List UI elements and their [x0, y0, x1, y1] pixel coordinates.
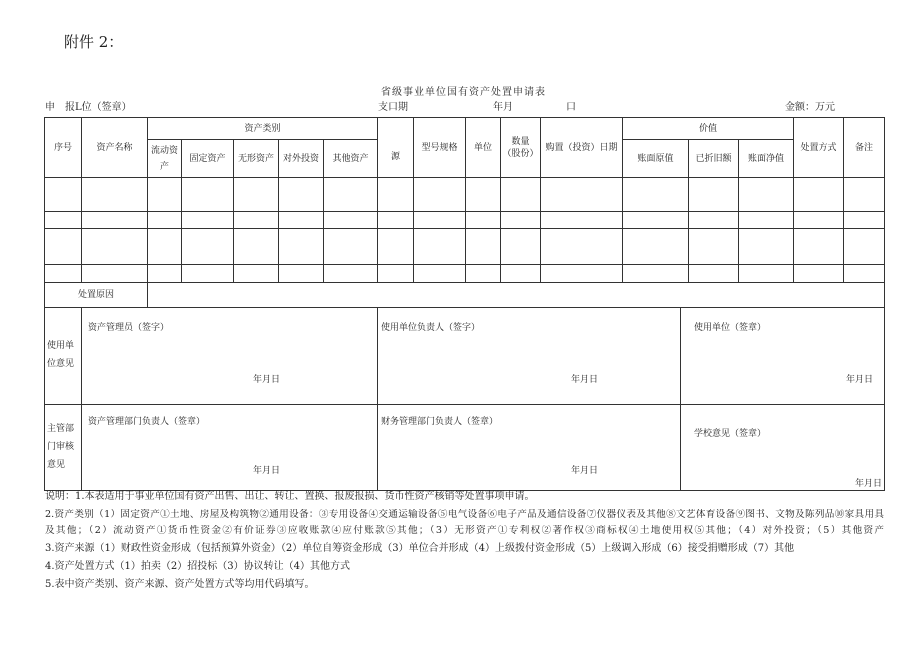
asset-cell [182, 178, 234, 212]
header-category-investment: 对外投资 [279, 140, 324, 178]
asset-cell [234, 229, 279, 265]
asset-row [45, 265, 885, 283]
asset-cell [689, 212, 739, 229]
asset-row [45, 178, 885, 212]
quantity-note: （股份） [502, 148, 539, 159]
asset-cell [623, 178, 689, 212]
asset-cell [279, 212, 324, 229]
header-value-net: 账面净值 [739, 140, 794, 178]
header-seq: 序号 [45, 118, 82, 178]
unit-seal-date: 年月日 [846, 375, 874, 385]
asset-cell [501, 212, 541, 229]
header-row-1 [45, 118, 885, 140]
asset-manager-cell [82, 307, 378, 404]
asset-cell [844, 265, 885, 283]
table-header [45, 118, 885, 178]
asset-cell [82, 178, 148, 212]
quantity-label: 数量 [511, 136, 530, 147]
header-value: 价值 [623, 118, 794, 140]
header-quantity [501, 118, 541, 178]
asset-cell [414, 178, 466, 212]
asset-cell [794, 265, 844, 283]
unit-head-cell [378, 307, 681, 404]
asset-cell [739, 265, 794, 283]
asset-cell [501, 265, 541, 283]
disposal-reason-field [148, 283, 885, 308]
asset-cell [466, 212, 501, 229]
header-category-intangible: 无形资产 [234, 140, 279, 178]
asset-cell [541, 229, 623, 265]
using-unit-opinion-label: 使用单位意见 [45, 307, 82, 404]
asset-cell [45, 178, 82, 212]
asset-cell [466, 178, 501, 212]
asset-cell [689, 265, 739, 283]
asset-cell [324, 229, 378, 265]
asset-cell [794, 229, 844, 265]
header-unit: 单位 [466, 118, 501, 178]
finance-dept-head-label: 财务管理部门负责人（签章） [381, 416, 499, 427]
asset-cell [414, 212, 466, 229]
asset-cell [844, 229, 885, 265]
asset-cell [689, 229, 739, 265]
header-asset-name: 资产名称 [82, 118, 148, 178]
unit-head-date: 年月日 [571, 375, 599, 385]
header-asset-category: 资产类别 [148, 118, 378, 140]
asset-cell [623, 229, 689, 265]
finance-dept-head-date: 年月日 [571, 465, 599, 476]
school-opinion-cell [681, 404, 885, 490]
unit-seal-label: 使用单位（签章） [694, 323, 767, 333]
asset-disposal-table [44, 117, 885, 308]
asset-dept-head-cell [82, 404, 378, 490]
asset-cell [148, 212, 182, 229]
note-line-3: 及其他；（2）流动资产①货币性资金②有价证券③应收账款④应付账款⑤其他；（3）无形资产①专利权②著作权③商标权④土地使用权⑤其他；（4）对外投资；（5）其他资产 [45, 525, 884, 536]
asset-cell [541, 212, 623, 229]
asset-cell [794, 178, 844, 212]
asset-cell [45, 265, 82, 283]
asset-cell [794, 212, 844, 229]
school-opinion-label: 学校意见（签章） [694, 428, 767, 439]
asset-cell [466, 265, 501, 283]
asset-cell [466, 229, 501, 265]
date-label: 支口期 [378, 102, 408, 113]
opinion-table [44, 307, 885, 491]
header-remarks: 备注 [844, 118, 885, 178]
asset-manager-date: 年月日 [253, 375, 281, 385]
header-value-depreciation: 已折旧额 [689, 140, 739, 178]
note-line-1: 说明：1.本表适用于事业单位国有资产出售、出让、转让、置换、报废报损、货币性资产核销等处置事项申请。 [45, 491, 535, 502]
note-line-4: 3.资产来源（1）财政性资金形成（包括预算外资金）（2）单位自筹资金形成（3）单位合并形成（4）上级拨付资金形成（5）上级调入形成（6）接受捐赠形成（7）其他 [45, 543, 795, 554]
asset-cell [234, 178, 279, 212]
unit-head-label: 使用单位负责人（签字） [381, 323, 481, 333]
asset-cell [234, 265, 279, 283]
asset-cell [182, 265, 234, 283]
asset-cell [739, 212, 794, 229]
header-category-fixed: 固定资产 [182, 140, 234, 178]
disposal-reason-section [45, 283, 885, 308]
day-label: 口 [566, 102, 576, 113]
asset-cell [541, 178, 623, 212]
disposal-reason-row [45, 283, 885, 308]
asset-cell [45, 229, 82, 265]
asset-cell [739, 229, 794, 265]
amount-label: 金额：万元 [785, 102, 835, 113]
applicant-label: 申 报L位（签章） [45, 102, 132, 113]
asset-cell [82, 212, 148, 229]
asset-cell [279, 265, 324, 283]
note-line-2: 2.资产类别（1）固定资产①土地、房屋及构筑物②通用设备：③专用设备④交通运输设备⑤电气设备⑥电子产品及通信设备⑦仪器仪表及其他⑧文艺体育设备⑨图书、文物及陈列品⑩家具用具 [45, 509, 884, 520]
asset-cell [501, 178, 541, 212]
header-value-book: 账面原值 [623, 140, 689, 178]
form-title: 省级事业单位国有资产处置申请表 [381, 87, 546, 98]
asset-cell [689, 178, 739, 212]
asset-cell [844, 178, 885, 212]
asset-dept-head-date: 年月日 [253, 465, 281, 476]
asset-cell [45, 212, 82, 229]
asset-dept-head-label: 资产管理部门负责人（签章） [88, 416, 206, 427]
asset-cell [82, 265, 148, 283]
header-source: 源 [378, 118, 414, 178]
asset-cell [739, 178, 794, 212]
asset-cell [414, 265, 466, 283]
header-category-current: 流动资产 [148, 140, 182, 178]
asset-cell [182, 212, 234, 229]
header-model-spec: 型号规格 [414, 118, 466, 178]
note-line-5: 4.资产处置方式（1）拍卖（2）招投标（3）协议转让（4）其他方式 [45, 561, 350, 572]
attachment-label: 附件 2： [64, 33, 124, 51]
asset-cell [324, 212, 378, 229]
asset-cell [82, 229, 148, 265]
unit-seal-cell [681, 307, 885, 404]
asset-row [45, 229, 885, 265]
asset-cell [148, 178, 182, 212]
asset-cell [148, 265, 182, 283]
asset-cell [182, 229, 234, 265]
asset-cell [844, 212, 885, 229]
asset-cell [148, 229, 182, 265]
asset-cell [279, 178, 324, 212]
asset-cell [541, 265, 623, 283]
asset-cell [414, 229, 466, 265]
finance-dept-head-cell [378, 404, 681, 490]
asset-cell [324, 178, 378, 212]
asset-cell [378, 178, 414, 212]
asset-cell [378, 265, 414, 283]
disposal-reason-label: 处置原因 [45, 283, 148, 308]
asset-row [45, 212, 885, 229]
asset-cell [324, 265, 378, 283]
header-disposal-method: 处置方式 [794, 118, 844, 178]
asset-cell [279, 229, 324, 265]
authority-review-label: 主管部门审核意见 [45, 404, 82, 490]
asset-cell [378, 229, 414, 265]
using-unit-opinion-row [45, 307, 885, 404]
header-purchase-date: 购置（投资）日期 [541, 118, 623, 178]
year-month-label: 年月 [493, 102, 513, 113]
header-category-other: 其他资产 [324, 140, 378, 178]
note-line-6: 5.表中资产类别、资产来源、资产处置方式等均用代码填写。 [45, 579, 315, 590]
asset-cell [623, 212, 689, 229]
authority-review-row [45, 404, 885, 490]
school-opinion-date: 年月日 [855, 478, 883, 489]
asset-cell [623, 265, 689, 283]
asset-cell [234, 212, 279, 229]
asset-manager-label: 资产管理员（签字） [88, 323, 170, 333]
asset-cell [501, 229, 541, 265]
asset-cell [378, 212, 414, 229]
asset-rows [45, 178, 885, 283]
